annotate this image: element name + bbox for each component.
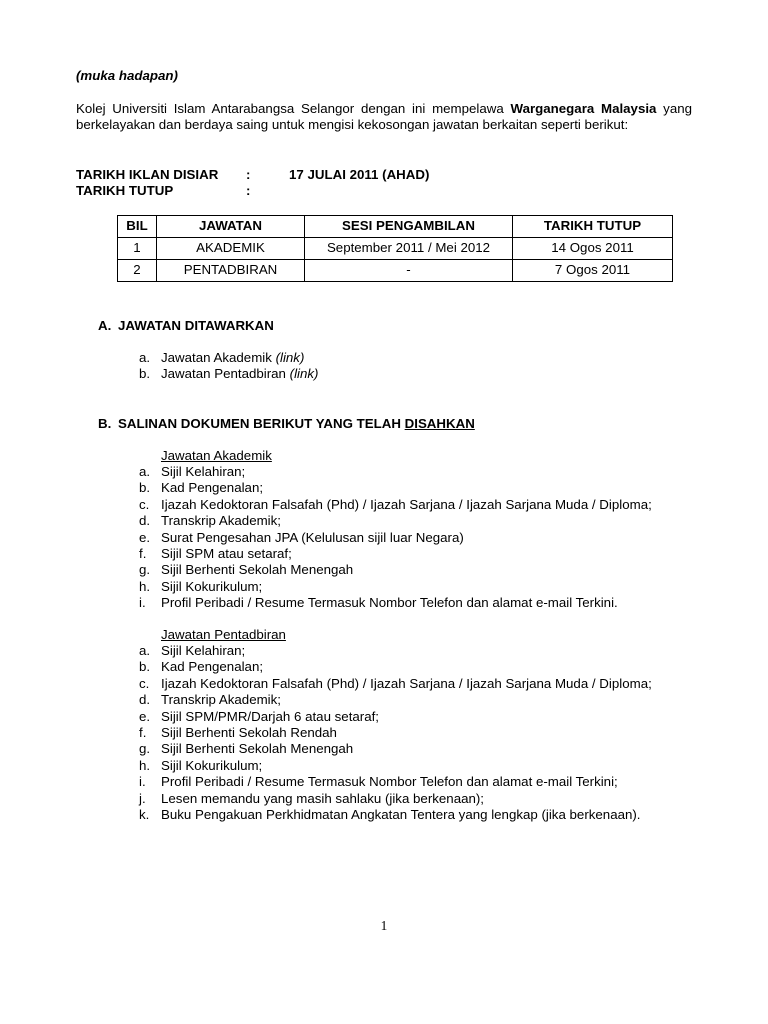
list-item [139,562,652,578]
table-row [118,260,673,282]
table-cell: - [305,260,513,282]
list-item [139,676,652,692]
list-item-text: Ijazah Kedoktoran Falsafah (Phd) / Ijazah Sarjana / Ijazah Sarjana Muda / Diploma; [161,496,652,512]
akademik-heading: Jawatan Akademik [161,448,272,463]
intro-text-before: Kolej Universiti Islam Antarabangsa Selangor dengan ini mempelawa [76,101,511,116]
list-marker: j. [139,790,146,806]
section-b-title-underlined: DISAHKAN [404,416,475,431]
list-item [139,497,652,513]
list-item-text: Buku Pengakuan Perkhidmatan Angkatan Tentera yang lengkap (jika berkenaan). [161,806,641,822]
intro-paragraph [76,101,692,134]
section-b-title [98,416,475,432]
list-item-text: Sijil Berhenti Sekolah Menengah [161,562,354,578]
list-marker: b. [139,480,151,496]
akademik-document-list [139,464,652,612]
tutup-label: TARIKH TUTUP [76,183,174,198]
list-item-text: Jawatan Pentadbiran [161,366,290,382]
table-header-cell: SESI PENGAMBILAN [305,216,513,238]
list-item [139,791,652,807]
list-item-text: Sijil Kelahiran; [161,643,246,658]
link-text[interactable]: (link) [289,366,319,382]
list-item [139,480,652,496]
section-a-list [139,350,318,383]
list-item-text: Transkrip Akademik; [161,513,281,529]
table-header-cell: JAWATAN [157,216,305,238]
list-item-text: Kad Pengenalan; [161,480,264,496]
section-a-letter: A. [98,318,112,333]
list-item [139,725,652,741]
list-item [139,464,652,480]
section-a-title [98,318,274,334]
list-marker: g. [139,741,151,757]
list-item-text: Kad Pengenalan; [161,659,264,675]
list-item-text: Profil Peribadi / Resume Termasuk Nombor Telefon dan alamat e-mail Terkini. [161,595,618,611]
table-header-cell: BIL [118,216,157,238]
list-item-text: Jawatan Akademik [161,350,276,365]
section-b-title-text: SALINAN DOKUMEN BERIKUT YANG TELAH [118,416,405,431]
list-item-text: Surat Pengesahan JPA (Kelulusan sijil luar Negara) [161,529,464,545]
list-marker: k. [139,806,150,822]
list-item-text: Sijil Berhenti Sekolah Rendah [161,724,337,740]
list-marker: i. [139,774,146,790]
list-item [139,546,652,562]
section-a-title-text: JAWATAN DITAWARKAN [118,318,274,333]
link-text[interactable]: (link) [275,350,305,365]
list-item [139,350,318,366]
list-item [139,774,652,790]
table-cell: 7 Ogos 2011 [513,260,673,282]
list-marker: f. [139,545,147,561]
list-marker: h. [139,578,151,594]
table-row [118,238,673,260]
list-marker: h. [139,757,151,773]
list-item [139,579,652,595]
list-item-text: Sijil Kokurikulum; [161,578,263,594]
list-item [139,366,318,382]
list-item [139,807,652,823]
list-marker: d. [139,513,151,529]
pentadbiran-document-list [139,643,652,823]
list-item-text: Sijil Berhenti Sekolah Menengah [161,741,354,757]
list-item [139,595,652,611]
iklan-value: 17 JULAI 2011 (AHAD) [289,167,430,182]
table-cell: 2 [118,260,157,282]
list-item [139,513,652,529]
table-header-row [118,216,673,238]
list-marker: g. [139,562,151,578]
list-marker: a. [139,464,151,479]
list-item [139,659,652,675]
list-marker: e. [139,708,151,724]
table-cell: PENTADBIRAN [157,260,305,282]
intro-emphasis: Warganegara Malaysia [510,101,657,116]
list-item [139,741,652,757]
list-marker: b. [139,659,151,675]
table-cell: 1 [118,238,157,260]
list-item [139,530,652,546]
table-cell: 14 Ogos 2011 [513,238,673,260]
list-item-text: Sijil SPM atau setaraf; [161,545,292,561]
page-number: 1 [380,918,388,933]
list-item-text: Transkrip Akademik; [161,692,281,708]
table-header-cell: TARIKH TUTUP [513,216,673,238]
dates-table [117,215,673,282]
page-side-label: (muka hadapan) [76,68,178,83]
list-item-text: Lesen memandu yang masih sahlaku (jika berkenaan); [161,790,485,806]
intro-text-after: yang berkelayakan dan berdaya saing untuk mengisi kekosongan jawatan berkaitan seperti berikut: [76,101,693,133]
list-item-text: Sijil SPM/PMR/Darjah 6 atau setaraf; [161,708,380,724]
list-item [139,758,652,774]
list-marker: e. [139,529,151,545]
list-item-text: Profil Peribadi / Resume Termasuk Nombor Telefon dan alamat e-mail Terkini; [161,774,618,790]
list-marker: a. [139,350,151,365]
section-b-letter: B. [98,416,112,431]
list-marker: d. [139,692,151,708]
list-marker: b. [139,366,151,382]
list-item-text: Ijazah Kedoktoran Falsafah (Phd) / Ijazah Sarjana / Ijazah Sarjana Muda / Diploma; [161,675,652,691]
iklan-colon: : [246,167,251,182]
list-item-text: Sijil Kokurikulum; [161,757,263,773]
list-marker: c. [139,675,150,691]
table-cell: September 2011 / Mei 2012 [305,238,513,260]
list-item [139,709,652,725]
pentadbiran-heading: Jawatan Pentadbiran [161,627,286,642]
list-marker: i. [139,595,146,611]
list-item-text: Sijil Kelahiran; [161,464,246,479]
list-marker: c. [139,496,150,512]
tutup-colon: : [246,183,251,198]
iklan-label: TARIKH IKLAN DISIAR [76,167,219,182]
list-item [139,643,652,659]
list-marker: a. [139,643,151,658]
table-cell: AKADEMIK [157,238,305,260]
list-item [139,692,652,708]
list-marker: f. [139,724,147,740]
